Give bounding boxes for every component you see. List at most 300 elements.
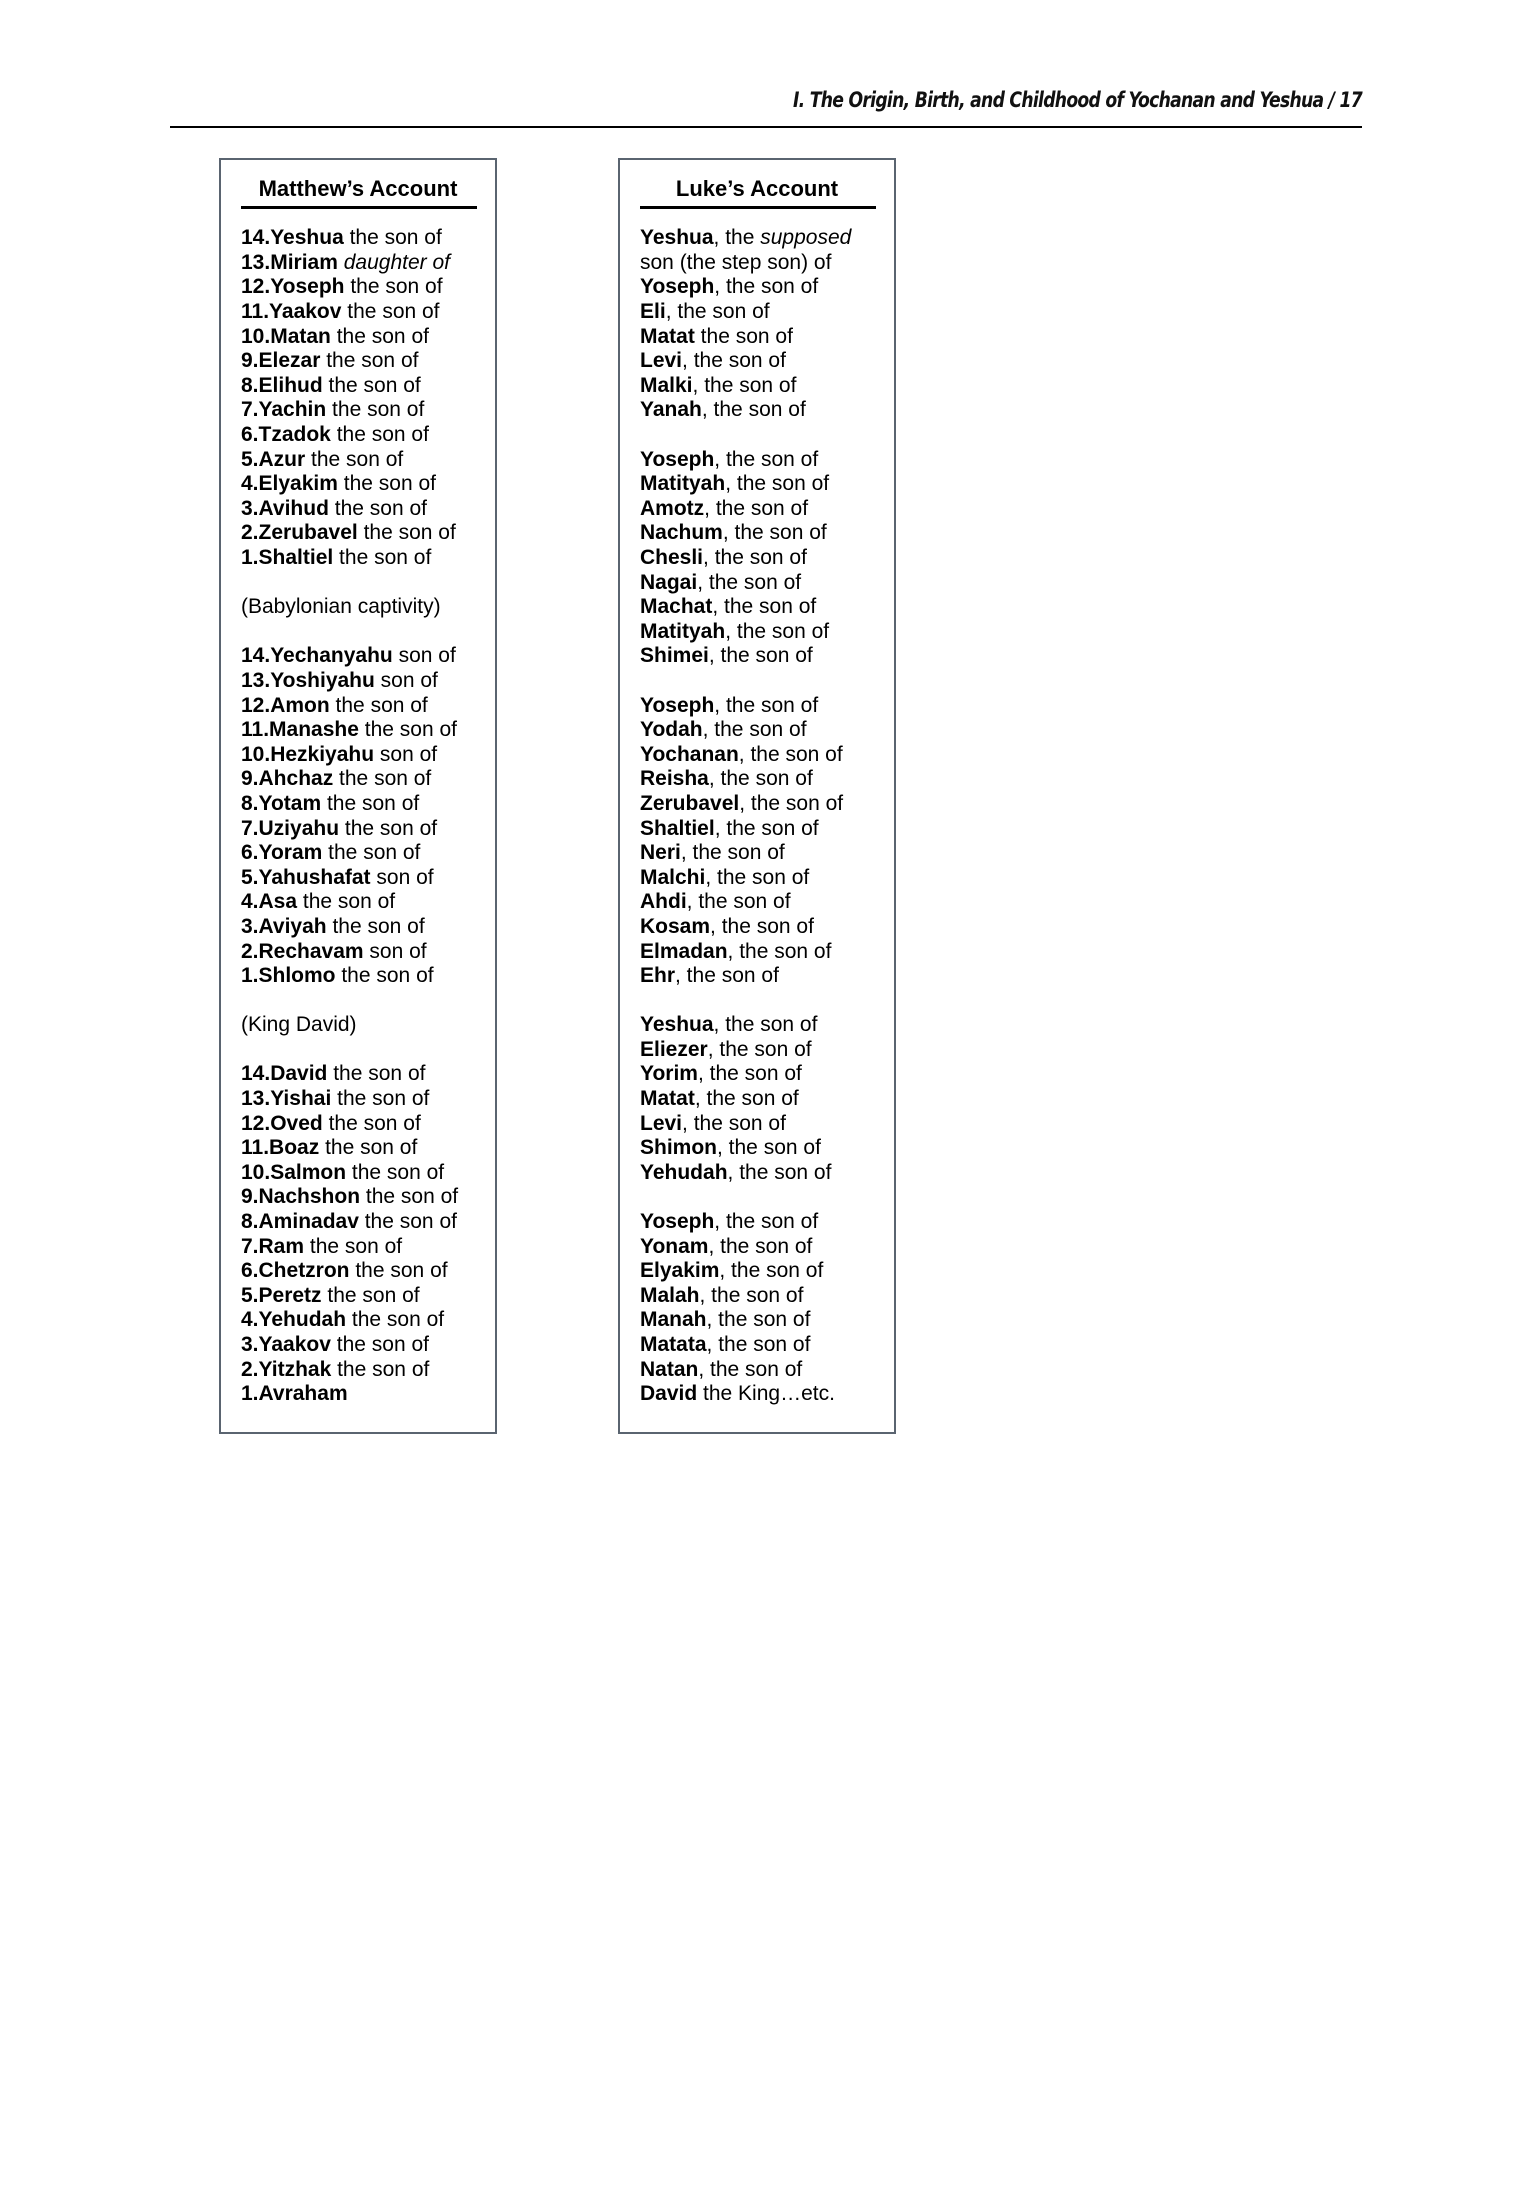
genealogy-line bbox=[241, 644, 487, 669]
genealogy-line bbox=[640, 841, 886, 866]
line-relation-text: , the son of bbox=[698, 1357, 803, 1381]
ancestor-name: Yeshua bbox=[270, 226, 344, 250]
genealogy-line bbox=[241, 275, 487, 300]
ancestor-name: Elyakim bbox=[640, 1259, 720, 1283]
line-number: 7. bbox=[241, 816, 259, 840]
genealogy-line bbox=[241, 1087, 487, 1112]
genealogy-line bbox=[640, 644, 886, 669]
matthew-account-inner bbox=[221, 160, 495, 1432]
line-relation-text: , the son of bbox=[710, 914, 814, 938]
genealogy-line bbox=[241, 1284, 487, 1309]
line-relation-text: the King…etc. bbox=[697, 1382, 835, 1406]
ancestor-name: Levi bbox=[640, 1111, 683, 1135]
ancestor-name: Manashe bbox=[269, 718, 359, 742]
genealogy-line bbox=[241, 226, 487, 251]
line-relation-text: the son of bbox=[357, 521, 456, 545]
spacer-line bbox=[640, 1185, 886, 1210]
line-number: 3. bbox=[241, 496, 259, 520]
ancestor-name: Yoseph bbox=[640, 275, 715, 299]
line-number: 12. bbox=[241, 693, 271, 717]
line-number: 4. bbox=[241, 472, 259, 496]
spacer-line bbox=[640, 423, 886, 448]
line-number: 9. bbox=[241, 349, 259, 373]
ancestor-name: Tzadok bbox=[258, 423, 331, 447]
genealogy-line bbox=[640, 1210, 886, 1235]
line-relation-text: the son of bbox=[343, 226, 442, 250]
ancestor-name: Matityah bbox=[640, 472, 726, 496]
line-number: 3. bbox=[241, 914, 259, 938]
ancestor-name: Chesli bbox=[640, 546, 704, 570]
ancestor-name: Yaakov bbox=[258, 1333, 331, 1357]
ancestor-name: Yitzhak bbox=[258, 1357, 332, 1381]
ancestor-name: Azur bbox=[258, 447, 306, 471]
genealogy-line bbox=[241, 1210, 487, 1235]
line-relation-text: , the son of bbox=[704, 496, 809, 520]
line-relation-text: the son of bbox=[322, 841, 421, 865]
ancestor-name: Yoseph bbox=[640, 693, 715, 717]
ancestor-name: Kosam bbox=[640, 914, 711, 938]
line-relation-text: the son of bbox=[305, 447, 404, 471]
ancestor-name: Ram bbox=[258, 1234, 305, 1258]
line-relation-text: , the son of bbox=[725, 619, 830, 643]
genealogy-line bbox=[640, 964, 886, 989]
line-number: 2. bbox=[241, 521, 259, 545]
spacer-line bbox=[241, 1038, 487, 1063]
line-relation-text: the son of bbox=[333, 767, 432, 791]
line-number: 5. bbox=[241, 1283, 259, 1307]
line-number: 13. bbox=[241, 1087, 271, 1111]
ancestor-name: Avraham bbox=[258, 1382, 348, 1406]
genealogy-line bbox=[640, 1382, 886, 1407]
line-number: 7. bbox=[241, 1234, 259, 1258]
genealogy-line bbox=[241, 1185, 487, 1210]
ancestor-name: Rechavam bbox=[258, 939, 364, 963]
genealogy-line bbox=[241, 1308, 487, 1333]
ancestor-name: Zerubavel bbox=[258, 521, 358, 545]
matthew-entry-list bbox=[241, 226, 487, 1407]
ancestor-name: Yoshiyahu bbox=[270, 668, 375, 692]
ancestor-name: Matityah bbox=[640, 619, 726, 643]
line-number: 9. bbox=[241, 1185, 259, 1209]
ancestor-name: Elihud bbox=[258, 373, 323, 397]
line-relation-text: , the son of bbox=[686, 890, 791, 914]
line-relation-text: the son of bbox=[328, 496, 427, 520]
line-number: 12. bbox=[241, 1111, 271, 1135]
ancestor-name: Asa bbox=[258, 890, 298, 914]
running-head: I. The Origin, Birth, and Childhood of Yochanan and Yeshua / 17 bbox=[792, 88, 1362, 113]
genealogy-line bbox=[241, 817, 487, 842]
genealogy-line bbox=[640, 595, 886, 620]
ancestor-name: Salmon bbox=[270, 1160, 347, 1184]
line-relation-text: , the son of bbox=[738, 742, 843, 766]
ancestor-name: Avihud bbox=[258, 496, 329, 520]
line-relation-text: son of bbox=[374, 668, 438, 692]
ancestor-name: Eliezer bbox=[640, 1037, 708, 1061]
genealogy-line bbox=[241, 325, 487, 350]
line-relation-text: the son of bbox=[341, 300, 440, 324]
genealogy-line bbox=[241, 1112, 487, 1137]
line-relation-text: the son of bbox=[330, 423, 429, 447]
line-relation-text: , the son of bbox=[706, 1333, 811, 1357]
genealogy-line bbox=[640, 1333, 886, 1358]
line-number: 14. bbox=[241, 1062, 271, 1086]
line-relation-text: , the son of bbox=[725, 472, 830, 496]
genealogy-line bbox=[241, 1358, 487, 1383]
line-relation-text: the son of bbox=[349, 1259, 448, 1283]
line-number: 1. bbox=[241, 546, 259, 570]
ancestor-name: Uziyahu bbox=[258, 816, 340, 840]
line-number: 14. bbox=[241, 226, 271, 250]
line-relation-text: , the son of bbox=[665, 300, 770, 324]
line-relation-text: , the son of bbox=[714, 447, 819, 471]
line-number: 10. bbox=[241, 742, 271, 766]
ancestor-name: Amon bbox=[270, 693, 330, 717]
line-relation-text: son of bbox=[392, 644, 456, 668]
ancestor-name: Eli bbox=[640, 300, 666, 324]
ancestor-name: Chetzron bbox=[258, 1259, 350, 1283]
line-relation-text: , the son of bbox=[722, 521, 827, 545]
line-relation-text: the son of bbox=[339, 816, 438, 840]
genealogy-line bbox=[241, 1333, 487, 1358]
genealogy-line bbox=[640, 743, 886, 768]
line-relation-text: the son of bbox=[326, 398, 425, 422]
ancestor-name: Yoseph bbox=[640, 1210, 715, 1234]
line-number: 11. bbox=[241, 300, 270, 324]
genealogy-line bbox=[241, 423, 487, 448]
genealogy-line bbox=[241, 890, 487, 915]
line-relation-text: the son of bbox=[333, 546, 432, 570]
ancestor-name: Yodah bbox=[640, 718, 703, 742]
ancestor-name: Ehr bbox=[640, 964, 676, 988]
line-relation-text: , the son of bbox=[697, 1062, 802, 1086]
genealogy-line bbox=[241, 743, 487, 768]
line-relation-text: , the son of bbox=[682, 349, 786, 373]
ancestor-name: Nachum bbox=[640, 521, 723, 545]
ancestor-name: Shaltiel bbox=[640, 816, 715, 840]
line-number: 14. bbox=[241, 644, 271, 668]
line-number: 13. bbox=[241, 250, 271, 274]
genealogy-line bbox=[640, 571, 886, 596]
line-relation-text: , the son of bbox=[702, 718, 807, 742]
genealogy-line bbox=[640, 497, 886, 522]
genealogy-line bbox=[241, 546, 487, 571]
genealogy-line bbox=[640, 866, 886, 891]
line-number: 12. bbox=[241, 275, 271, 299]
ancestor-name: Zerubavel bbox=[640, 791, 740, 815]
line-relation-text: , the son of bbox=[703, 546, 807, 570]
genealogy-line bbox=[640, 890, 886, 915]
line-relation-text: the son of bbox=[358, 1210, 457, 1234]
genealogy-line bbox=[640, 1136, 886, 1161]
genealogy-line bbox=[640, 325, 886, 350]
line-number: 10. bbox=[241, 324, 271, 348]
genealogy-line bbox=[640, 940, 886, 965]
line-number: 11. bbox=[241, 1136, 270, 1160]
genealogy-line bbox=[241, 1259, 487, 1284]
line-relation-text: , the son of bbox=[692, 373, 797, 397]
section-note: (Babylonian captivity) bbox=[241, 595, 441, 619]
ancestor-name: Elezar bbox=[258, 349, 321, 373]
genealogy-line bbox=[241, 694, 487, 719]
line-relation-text: the son of bbox=[329, 693, 428, 717]
line-number: 8. bbox=[241, 373, 259, 397]
line-relation-text: the son of bbox=[327, 1062, 426, 1086]
spacer-line bbox=[241, 989, 487, 1014]
line-relation-text: , the son of bbox=[714, 816, 819, 840]
genealogy-line bbox=[241, 841, 487, 866]
line-relation-text: , the son of bbox=[719, 1259, 824, 1283]
ancestor-name: Yechanyahu bbox=[270, 644, 393, 668]
line-relation-text: , the son of bbox=[707, 1037, 812, 1061]
ancestor-name: Manah bbox=[640, 1308, 707, 1332]
line-number: 4. bbox=[241, 1308, 259, 1332]
luke-title-rule bbox=[640, 206, 876, 209]
genealogy-line bbox=[241, 866, 487, 891]
luke-entry-list bbox=[640, 226, 886, 1407]
ancestor-name: Yahushafat bbox=[258, 865, 371, 889]
matthew-title-rule bbox=[241, 206, 477, 209]
genealogy-line bbox=[640, 1284, 886, 1309]
line-relation-text: the son of bbox=[322, 373, 421, 397]
ancestor-name: Machat bbox=[640, 595, 713, 619]
genealogy-line bbox=[241, 1161, 487, 1186]
ancestor-name: Yoseph bbox=[270, 275, 345, 299]
line-relation-text: , the son of bbox=[708, 767, 813, 791]
line-relation-text: the son of bbox=[344, 275, 443, 299]
genealogy-line bbox=[640, 1112, 886, 1137]
line-number: 13. bbox=[241, 668, 271, 692]
line-relation-text: , the son of bbox=[712, 595, 817, 619]
line-relation-text: the son of bbox=[297, 890, 396, 914]
ancestor-name: Yanah bbox=[640, 398, 702, 422]
genealogy-line bbox=[241, 300, 487, 325]
line-relation-text: the son of bbox=[330, 1333, 429, 1357]
line-relation-text: the son of bbox=[346, 1308, 445, 1332]
matthew-account-box bbox=[219, 158, 497, 1434]
ancestor-name: Yorim bbox=[640, 1062, 698, 1086]
ancestor-name: Levi bbox=[640, 349, 683, 373]
line-relation-text: the son of bbox=[346, 1160, 445, 1184]
line-relation-text: the son of bbox=[331, 1087, 430, 1111]
genealogy-line bbox=[640, 1013, 886, 1038]
genealogy-line bbox=[241, 1062, 487, 1087]
ancestor-name: Yaakov bbox=[269, 300, 342, 324]
line-number: 6. bbox=[241, 423, 259, 447]
line-relation-text: son of bbox=[374, 742, 438, 766]
genealogy-line bbox=[640, 251, 886, 276]
ancestor-name: Yochanan bbox=[640, 742, 739, 766]
genealogy-line bbox=[241, 669, 487, 694]
line-number: 5. bbox=[241, 447, 259, 471]
spacer-line bbox=[640, 989, 886, 1014]
genealogy-line bbox=[640, 521, 886, 546]
genealogy-line bbox=[241, 497, 487, 522]
line-relation-text: , the son of bbox=[717, 1136, 821, 1160]
genealogy-line bbox=[640, 374, 886, 399]
line-plain-text: son (the step son) of bbox=[640, 250, 832, 274]
line-relation-text: the son of bbox=[321, 1283, 420, 1307]
ancestor-name: Yehudah bbox=[258, 1308, 347, 1332]
luke-account-box bbox=[618, 158, 896, 1434]
genealogy-line bbox=[640, 620, 886, 645]
line-relation-text: , the son of bbox=[714, 693, 819, 717]
ancestor-name: Ahchaz bbox=[258, 767, 334, 791]
genealogy-line bbox=[241, 915, 487, 940]
genealogy-line bbox=[640, 275, 886, 300]
ancestor-name: Yoseph bbox=[640, 447, 715, 471]
genealogy-line bbox=[640, 1038, 886, 1063]
ancestor-name: Matat bbox=[640, 1087, 695, 1111]
genealogy-line bbox=[241, 472, 487, 497]
ancestor-name: Hezkiyahu bbox=[270, 742, 375, 766]
ancestor-name: Peretz bbox=[258, 1283, 322, 1307]
line-number: 2. bbox=[241, 939, 259, 963]
line-number: 5. bbox=[241, 865, 259, 889]
ancestor-name: Yonam bbox=[640, 1234, 709, 1258]
genealogy-line bbox=[640, 1087, 886, 1112]
line-relation-text: , the son of bbox=[727, 939, 832, 963]
genealogy-line bbox=[241, 792, 487, 817]
genealogy-line bbox=[640, 1358, 886, 1383]
genealogy-line bbox=[640, 349, 886, 374]
line-number: 9. bbox=[241, 767, 259, 791]
line-relation-text: , the son of bbox=[705, 865, 810, 889]
ancestor-name: Ahdi bbox=[640, 890, 687, 914]
line-relation-text: , the son of bbox=[739, 791, 844, 815]
genealogy-line bbox=[640, 817, 886, 842]
line-relation-text: son of bbox=[363, 939, 427, 963]
line-number: 10. bbox=[241, 1160, 271, 1184]
line-relation-text: , the son of bbox=[699, 1283, 804, 1307]
genealogy-line bbox=[640, 767, 886, 792]
ancestor-name: Nagai bbox=[640, 570, 698, 594]
genealogy-line bbox=[640, 1308, 886, 1333]
line-number: 8. bbox=[241, 1210, 259, 1234]
line-number: 11. bbox=[241, 718, 270, 742]
genealogy-line bbox=[241, 251, 487, 276]
ancestor-name: Natan bbox=[640, 1357, 699, 1381]
genealogy-line bbox=[640, 546, 886, 571]
genealogy-line bbox=[241, 521, 487, 546]
line-relation-text: the son of bbox=[330, 324, 429, 348]
line-number: 4. bbox=[241, 890, 259, 914]
genealogy-line bbox=[640, 1161, 886, 1186]
ancestor-name: Yoram bbox=[258, 841, 323, 865]
line-number: 6. bbox=[241, 1259, 259, 1283]
genealogy-line bbox=[241, 374, 487, 399]
ancestor-name: Matat bbox=[640, 324, 695, 348]
line-number: 8. bbox=[241, 791, 259, 815]
spacer-line bbox=[241, 620, 487, 645]
line-relation-text: the son of bbox=[331, 1357, 430, 1381]
line-relation-text: the son of bbox=[694, 324, 793, 348]
line-relation-text: , the son of bbox=[675, 964, 779, 988]
ancestor-name: Malchi bbox=[640, 865, 706, 889]
ancestor-name: Yachin bbox=[258, 398, 327, 422]
genealogy-line bbox=[640, 226, 886, 251]
genealogy-line bbox=[241, 964, 487, 989]
line-relation-text: the son of bbox=[326, 914, 425, 938]
line-relation-text: , the son of bbox=[708, 1234, 813, 1258]
ancestor-name: Yeshua bbox=[640, 1013, 714, 1037]
ancestor-name: Aminadav bbox=[258, 1210, 359, 1234]
genealogy-line bbox=[640, 694, 886, 719]
line-relation-text: the son of bbox=[319, 1136, 418, 1160]
line-relation-text: the son of bbox=[337, 472, 436, 496]
ancestor-name: Elyakim bbox=[258, 472, 338, 496]
line-relation-text: , the son of bbox=[680, 841, 785, 865]
genealogy-line bbox=[640, 398, 886, 423]
genealogy-line bbox=[640, 1062, 886, 1087]
ancestor-name: Oved bbox=[270, 1111, 323, 1135]
genealogy-line bbox=[640, 1259, 886, 1284]
genealogy-line bbox=[640, 472, 886, 497]
line-relation-text: the son of bbox=[321, 791, 420, 815]
ancestor-name: Malki bbox=[640, 373, 693, 397]
line-relation-text: the son of bbox=[360, 1185, 459, 1209]
line-relation-text: , the son of bbox=[694, 1087, 799, 1111]
line-relation-text: , the son of bbox=[701, 398, 806, 422]
luke-account-title: Luke’s Account bbox=[675, 176, 839, 201]
ancestor-name: Shaltiel bbox=[258, 546, 334, 570]
line-number: 3. bbox=[241, 1333, 259, 1357]
ancestor-name: Boaz bbox=[269, 1136, 320, 1160]
ancestor-name: Shimon bbox=[640, 1136, 717, 1160]
genealogy-line bbox=[241, 448, 487, 473]
ancestor-name: Nachshon bbox=[258, 1185, 361, 1209]
line-number: 6. bbox=[241, 841, 259, 865]
genealogy-line bbox=[241, 1382, 487, 1407]
ancestor-name: Amotz bbox=[640, 496, 705, 520]
line-relation-text: , the bbox=[713, 226, 761, 250]
line-relation-text: , the son of bbox=[682, 1111, 786, 1135]
line-number: 1. bbox=[241, 1382, 259, 1406]
line-relation-text: the son of bbox=[320, 349, 419, 373]
genealogy-line bbox=[640, 1235, 886, 1260]
line-relation-text: , the son of bbox=[727, 1160, 832, 1184]
ancestor-name: Yeshua bbox=[640, 226, 714, 250]
ancestor-name: Shlomo bbox=[258, 964, 336, 988]
genealogy-line bbox=[640, 792, 886, 817]
genealogy-line bbox=[241, 398, 487, 423]
ancestor-name: Neri bbox=[640, 841, 681, 865]
line-relation-text: son of bbox=[370, 865, 434, 889]
line-relation-text: , the son of bbox=[714, 1210, 819, 1234]
line-relation-text: the son of bbox=[322, 1111, 421, 1135]
line-relation-text: , the son of bbox=[708, 644, 813, 668]
ancestor-name: Reisha bbox=[640, 767, 709, 791]
line-number: 2. bbox=[241, 1357, 259, 1381]
ancestor-name: Malah bbox=[640, 1283, 700, 1307]
genealogy-line bbox=[241, 1235, 487, 1260]
line-number: 7. bbox=[241, 398, 259, 422]
line-relation-emphasis: daughter of bbox=[343, 250, 450, 274]
ancestor-name: David bbox=[270, 1062, 328, 1086]
line-relation-text: , the son of bbox=[713, 1013, 818, 1037]
ancestor-name: David bbox=[640, 1382, 698, 1406]
line-relation-text: the son of bbox=[358, 718, 457, 742]
line-relation-text: the son of bbox=[335, 964, 434, 988]
section-note: (King David) bbox=[241, 1013, 357, 1037]
genealogy-line bbox=[241, 718, 487, 743]
ancestor-name: Yehudah bbox=[640, 1160, 728, 1184]
line-relation-text: , the son of bbox=[706, 1308, 811, 1332]
spacer-line bbox=[241, 571, 487, 596]
line-relation-text: , the son of bbox=[697, 570, 802, 594]
ancestor-name: Aviyah bbox=[258, 914, 327, 938]
spacer-line bbox=[640, 669, 886, 694]
genealogy-line bbox=[640, 718, 886, 743]
